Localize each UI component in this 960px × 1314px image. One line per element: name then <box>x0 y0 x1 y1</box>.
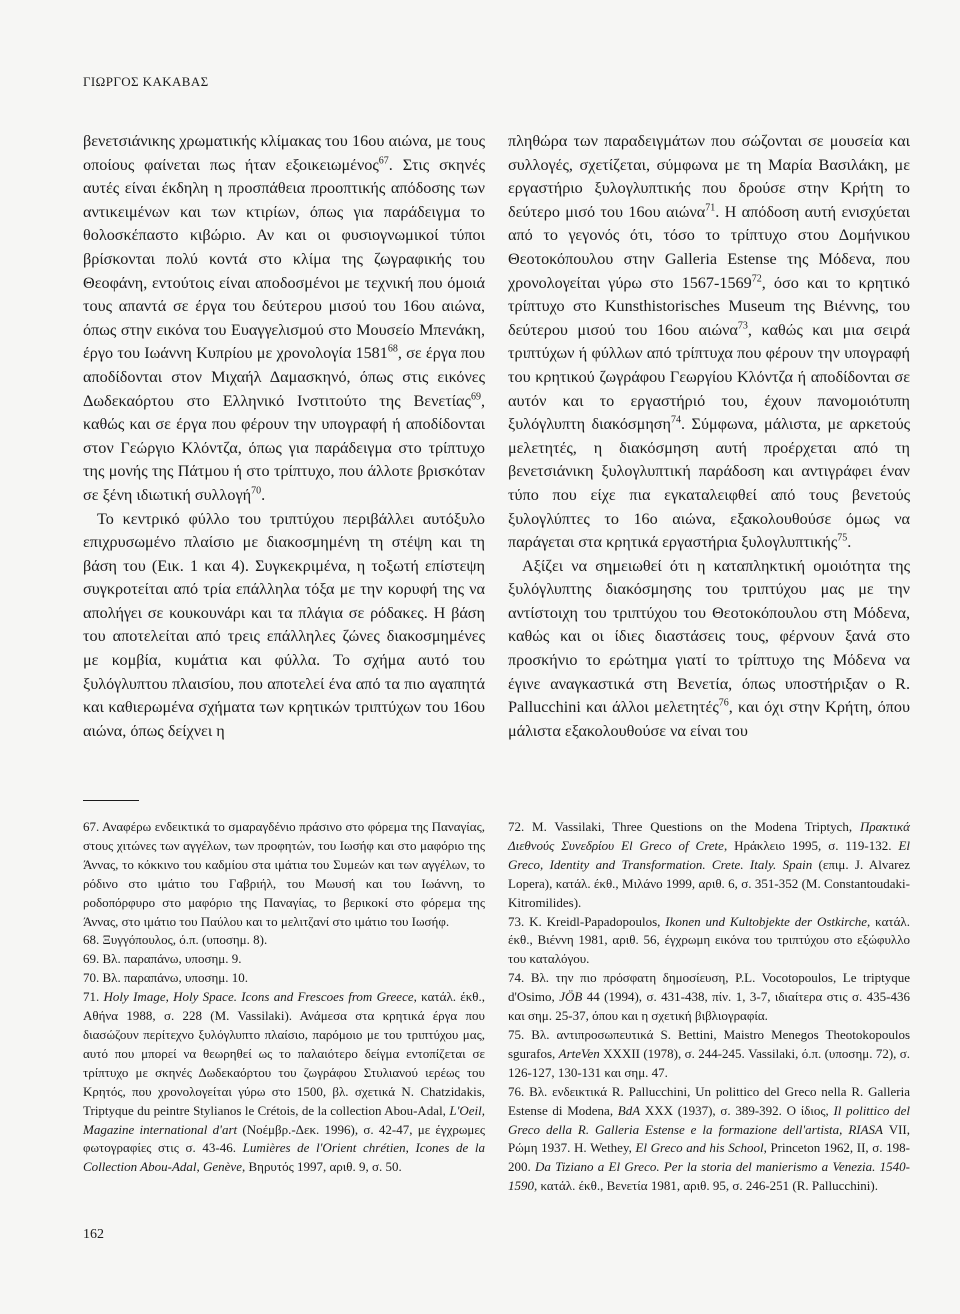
footnotes-right <box>508 818 910 1196</box>
italic-text: JÖB <box>559 989 583 1005</box>
footnote-3: 74. Βλ. την πιο πρόσφατη δημοσίευση, P.L. Vocotopoulos, Le triptyque d'Osimo, JÖB 44 (1994), σ. 431-438, πίν. 1, 3-7, ιδιαίτερα στις σ. 435-436 και σημ. 25-37, όπου και η σχετική βιβλιογραφία. <box>508 970 911 1024</box>
italic-text: El Greco and his School <box>635 1140 764 1156</box>
paragraph-1: βενετσιάνικης χρωματικής κλίμακας του 16ου αιώνα, με τους οποίους φαίνεται πως ήταν εξοικειωμένος$^{67}$. Στις σκηνές αυτές είναι έκδηλη η προσπάθεια προοπτικής απόδοσης των αντικειμένων και των κτιρίων, όπως για παράδειγμα το θολοσκέπαστο κιβώριο. Αν και οι φυσιογνωμικοί τύποι βρίσκονται πολύ κοντά στο κλίμα της ζωγραφικής του Θεοφάνη, εντούτοις είναι αποδοσμένοι με τεχνική που όμοιά τους απαντά σε έργα του δεύτερου μισού του 16ου αιώνα, όπως στην εικόνα του Ευαγγελισμού στο Μουσείο Μπενάκη, έργο του Ιωάννη Κυπρίου με χρονολογία 1581$^{68}$, σε έργα που αποδίδονται στον Μιχαήλ Δαμασκηνό, όπως στις εικόνες Δωδεκαόρτου στο Ελληνικό Ινστιτούτο της Βενετίας$^{69}$, καθώς και σε έργα που φέρουν την υπογραφή ή αποδίδονται στον Γεώργιο Κλόντζα, όπως για παράδειγμα στο τρίπτυχο της μονής της Πάτμου ή στο τρίπτυχο, που άλλοτε βρισκόταν σε ξένη ιδιωτική συλλογή$^{70}$. <box>83 132 485 504</box>
footnote-5: 76. Βλ. ενδεικτικά R. Pallucchini, Un polittico del Greco nella R. Galleria Estense di Modena, BdA XXX (1937), σ. 389-392. Ο ίδιος, Il polittico del Greco della R. Galleria Estense e la formazione dell'artista, RIASA VII, Ρώμη 1937. H. Wethey, El Greco and his School, Princeton 1962, II, σ. 198-200. Da Tiziano a El Greco. Per la storia del manierismo a Venezia. 1540-1590, κατάλ. έκθ., Βενετία 1981, αριθ. 95, σ. 246-251 (R. Pallucchini). <box>508 1083 911 1194</box>
footnote-ref: 71 <box>705 202 716 214</box>
italic-text: Lumières de l'Orient chrétien, Icones de la Collection Abou-Adal, Genève <box>83 1140 485 1175</box>
italic-text: BdA <box>617 1102 641 1118</box>
footnote-rule <box>83 800 139 801</box>
italic-text: Da Tiziano a El Greco. Per la storia del manierismo a Venezia. 1540-1590 <box>508 1159 911 1194</box>
footnote-1: 72. M. Vassilaki, Three Questions on the Modena Triptych, Πρακτικά Διεθνούς Συνεδρίου El Greco of Crete, Ηράκλειο 1995, σ. 119-132. El Greco, Identity and Transformation. Crete. Italy. Spain (επιμ. J. Alvarez Lopera), κατάλ. έκθ., Μιλάνο 1999, αριθ. 6, σ. 351-352 (M. Constantoudaki-Kitromilides). <box>508 819 910 910</box>
footnote-ref: 73 <box>737 320 748 332</box>
body-column-right <box>508 130 910 743</box>
footnote-2: 73. K. Kreidl-Papadopoulos, Ikonen und Kultobjekte der Ostkirche, κατάλ. έκθ., Βιέννη 1981, αριθ. 56, έγχρωμη εικόνα του τριπτύχου στο εξώφυλλο του καταλόγου. <box>508 913 910 967</box>
paragraph-2: Αξίζει να σημειωθεί ότι η καταπληκτική ομοιότητα της ξυλόγλυπτης διακόσμησης του τριπτύχου μας με την αντίστοιχη του τριπτύχου του Θεοτοκόπουλου στη Μόδενα, καθώς και οι ίδιες διαστάσεις τους, φέρνουν ξανά στο προσκήνιο το ερώτημα γιατί το τρίπτυχο της Μόδενα να έγινε αναγκαστικά στη Βενετία, όπως υποστήριξαν ο R. Pallucchini και άλλοι μελετητές$^{76}$, και όχι στην Κρήτη, όπου μάλιστα εξακολουθούσε να είναι του <box>508 556 910 740</box>
italic-text: L'Oeil, Magazine international d'art <box>83 1102 485 1137</box>
body-column-left <box>83 130 485 743</box>
footnote-ref: 68 <box>387 343 398 355</box>
paragraph-1: πληθώρα των παραδειγμάτων που σώζονται σε μουσεία και συλλογές, σχετίζεται, σύμφωνα με τη Μαρία Βασιλάκη, με εργαστήριο ξυλογλυπτικής που δρούσε στην Κρήτη το δεύτερο μισό του 16ου αιώνα$^{71}$. Η απόδοση αυτή ενισχύεται από το γεγονός ότι, τόσο το τρίπτυχο στου Δομήνικου Θεοτοκόπουλου στην Galleria Estense της Μόδενα, που χρονολογείται γύρω στο 1567-1569$^{72}$, όσο και το κρητικό τρίπτυχο στο Kunsthistorisches Museum της Βιέννης, του δεύτερου μισού του 16ου αιώνα$^{73}$, καθώς και μια σειρά τριπτύχων ή φύλλων από τρίπτυχα που φέρουν την υπογραφή του κρητικού ζωγράφου Γεωργίου Κλόντζα ή αποδίδονται σε αυτόν και το εργαστήριό του, έχουν πανομοιότυπη ξυλόγλυπτη διακόσμηση$^{74}$. Σύμφωνα, μάλιστα, με αρκετούς μελετητές, η διακόσμηση αυτή προέρχεται από τη βενετσιάνικη ξυλογλυπτική παράδοση και αντιγράφει έναν τύπο που είχε πια εγκαταλειφθεί από τους βενετούς ξυλογλύπτες το 16ο αιώνα, εξακολουθούσε όμως να παράγεται στα κρητικά εργαστήρια ξυλογλυπτικής$^{75}$. <box>508 132 911 552</box>
italic-text: Ikonen und Kultobjekte der Ostkirche <box>665 913 868 929</box>
footnote-5: 71. Holy Image, Holy Space. Icons and Frescoes from Greece, κατάλ. έκθ., Αθήνα 1988, σ. 228 (M. Vassilaki). Ανάμεσα στα κρητικά έργα που διασώζουν περίτεχνο ξυλόγλυπτο πλαίσιο, παρόμοιο με του τριπτύχου μας, αυτό που μπορεί να θεωρηθεί ως το παλαιότερο δείγμα εντοπίζεται σε τρίπτυχο με σκηνές Δωδεκαόρτου του ζωγράφου Στυλιανού ιερέως του Κρητός, που χρονολογείται γύρω στο 1500, βλ. σχετικά N. Chatzidakis, Triptyque du peintre Stylianos le Crétois, de la collection Abou-Adal, L'Oeil, Magazine international d'art (Νοέμβρ.-Δεκ. 1996), σ. 42-47, με έγχρωμες φωτογραφίες στις σ. 43-46. Lumières de l'Orient chrétien, Icones de la Collection Abou-Adal, Genève, Βηρυτός 1997, αριθ. 9, σ. 50. <box>83 989 486 1175</box>
footnote-1: 67. Αναφέρω ενδεικτικά το σμαραγδένιο πράσινο στο φόρεμα της Παναγίας, στους χιτώνες των αγγέλων, των προφητών, του Ιωσήφ και στο μαφόριο της Άννας, το κόκκινο του καδμίου στα ιμάτια του Συμεών και των αγγέλων, το ρόδινο στο ιμάτιο του Γαβριήλ, του Μωυσή και του Ιωάννη, το ροδοπόρφυρο στο μαφόριο της Παναγίας, το βερικοκί στο φόρεμα της Άννας, στο ιμάτιο του Παύλου και το μελιτζανί στο ιμάτιο του Ιωσήφ. <box>83 819 485 929</box>
italic-text: ArteVen <box>558 1045 600 1061</box>
italic-text: Πρακτικά Διεθνούς Συνεδρίου El Greco of Crete <box>508 819 910 853</box>
footnote-3: 69. Βλ. παραπάνω, υποσημ. 9. <box>83 951 242 967</box>
paragraph-2: Το κεντρικό φύλλο του τριπτύχου περιβάλλει αυτόξυλο επιχρυσωμένο πλαίσιο με διακοσμημένη τη στέψη και τη βάση του (Εικ. 1 και 4). Συγκεκριμένα, η τοξωτή επίστεψη συγκροτείται από τρία επάλληλα τόξα με την κορυφή της να απολήγει σε κουκουνάρι και τα πλάγια σε ρόδακες. Η βάση του αποτελείται από τρεις επάλληλες ζώνες διακοσμημένες με κομβία, κυμάτια και φύλλα. Το σχήμα αυτό του ξυλόγλυπτου πλαισίου, που αποτελεί ένα από τα πιο αγαπητά και καθιερωμένα σχήματα των κρητικών τριπτύχων του 16ου αιώνα, όπως δείχνει η <box>83 509 485 740</box>
footnote-4: 70. Βλ. παραπάνω, υποσημ. 10. <box>83 970 248 986</box>
italic-text: Il polittico del Greco della R. Galleria Estense e la formazione dell'artista, RIASA <box>508 1102 910 1137</box>
footnote-4: 75. Βλ. αντιπροσωπευτικά S. Bettini, Maistro Menegos Theotokopoulos sgurafos, ArteVen XXXII (1978), σ. 244-245. Vassilaki, ό.π. (υποσημ. 72), σ. 126-127, 130-131 και σημ. 47. <box>508 1026 911 1080</box>
footnote-2: 68. Ξυγγόπουλος, ό.π. (υποσημ. 8). <box>83 932 268 948</box>
footnote-ref: 74 <box>670 414 681 426</box>
running-head: ΓΙΩΡΓΟΣ ΚΑΚΑΒΑΣ <box>83 74 209 89</box>
footnote-ref: 67 <box>378 155 389 167</box>
footnote-ref: 75 <box>837 532 848 544</box>
footnote-ref: 72 <box>751 273 762 285</box>
footnote-ref: 76 <box>718 697 729 709</box>
footnote-ref: 70 <box>251 485 262 497</box>
italic-text: El Greco, Identity and Transformation. Crete. Italy. Spain <box>508 837 910 872</box>
italic-text: Holy Image, Holy Space. Icons and Frescoes from Greece <box>103 989 414 1005</box>
footnotes-left <box>83 818 485 1177</box>
footnote-ref: 69 <box>470 391 481 403</box>
page-number: 162 <box>83 1227 104 1242</box>
